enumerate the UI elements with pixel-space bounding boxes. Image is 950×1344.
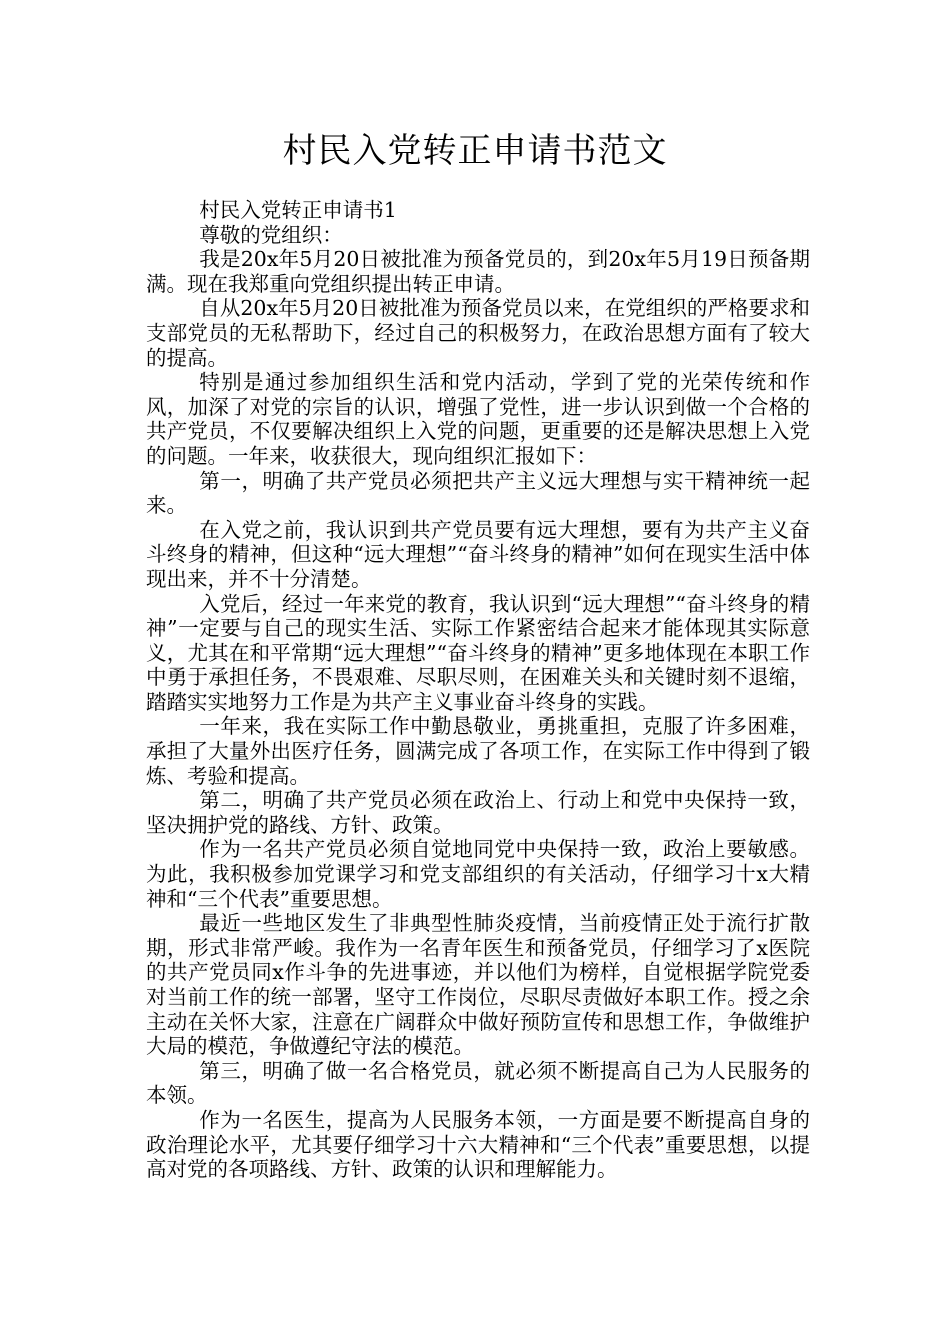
paragraph-heading-second: 第二，明确了共产党员必须在政治上、行动上和党中央保持一致，坚决拥护党的路线、方针、政策。 <box>146 788 810 837</box>
paragraph: 一年来，我在实际工作中勤恳敬业，勇挑重担，克服了许多困难，承担了大量外出医疗任务，圆满完成了各项工作，在实际工作中得到了锻炼、考验和提高。 <box>146 714 810 788</box>
paragraph: 我是20x年5月20日被批准为预备党员的，到20x年5月19日预备期满。现在我郑重向党组织提出转正申请。 <box>146 247 810 296</box>
paragraph: 入党后，经过一年来党的教育，我认识到“远大理想”“奋斗终身的精神”一定要与自己的现实生活、实际工作紧密结合起来才能体现其实际意义，尤其在和平常期“远大理想”“奋斗终身的精神”更多地体现在本职工作中勇于承担任务，不畏艰难、尽职尽则，在困难关头和关键时刻不退缩，踏踏实实地努力工作是为共产主义事业奋斗终身的实践。 <box>146 591 810 714</box>
paragraph-salutation: 尊敬的党组织： <box>199 222 343 247</box>
paragraph: 作为一名共产党员必须自觉地同党中央保持一致，政治上要敏感。为此，我积极参加党课学习和党支部组织的有关活动，仔细学习十x大精神和“三个代表”重要思想。 <box>146 837 810 911</box>
paragraph: 自从20x年5月20日被批准为预备党员以来，在党组织的严格要求和支部党员的无私帮助下，经过自己的积极努力，在政治思想方面有了较大的提高。 <box>146 296 810 370</box>
paragraph-subtitle: 村民入党转正申请书1 <box>199 198 397 222</box>
paragraph-heading-third: 第三，明确了做一名合格党员，就必须不断提高自己为人民服务的本领。 <box>146 1058 810 1108</box>
paragraph: 作为一名医生，提高为人民服务本领，一方面是要不断提高自身的政治理论水平，尤其要仔细学习十六大精神和“三个代表”重要思想，以提高对党的各项路线、方针、政策的认识和理解能力。 <box>146 1107 810 1182</box>
paragraph: 最近一些地区发生了非典型性肺炎疫情，当前疫情正处于流行扩散期，形式非常严峻。我作为一名青年医生和预备党员，仔细学习了x医院的共产党员同x作斗争的先进事迹，并以他们为榜样，自觉根据学院党委对当前工作的统一部署，坚守工作岗位，尽职尽责做好本职工作。授之余主动在关怀大家，注意在广阔群众中做好预防宣传和思想工作，争做维护大局的模范，争做遵纪守法的模范。 <box>146 911 810 1059</box>
paragraph-heading-first: 第一，明确了共产党员必须把共产主义远大理想与实干精神统一起来。 <box>146 468 810 518</box>
paragraph: 特别是通过参加组织生活和党内活动，学到了党的光荣传统和作风，加深了对党的宗旨的认识，增强了党性，进一步认识到做一个合格的共产党员，不仅要解决组织上入党的问题，更重要的还是解决思想上入党的问题。一年来，收获很大，现向组织汇报如下： <box>146 370 810 468</box>
document-body <box>146 198 810 1182</box>
document-title: 村民入党转正申请书范文 <box>282 131 668 171</box>
paragraph: 在入党之前，我认识到共产党员要有远大理想，要有为共产主义奋斗终身的精神，但这种“远大理想”“奋斗终身的精神”如何在现实生活中体现出来，并不十分清楚。 <box>146 517 810 591</box>
